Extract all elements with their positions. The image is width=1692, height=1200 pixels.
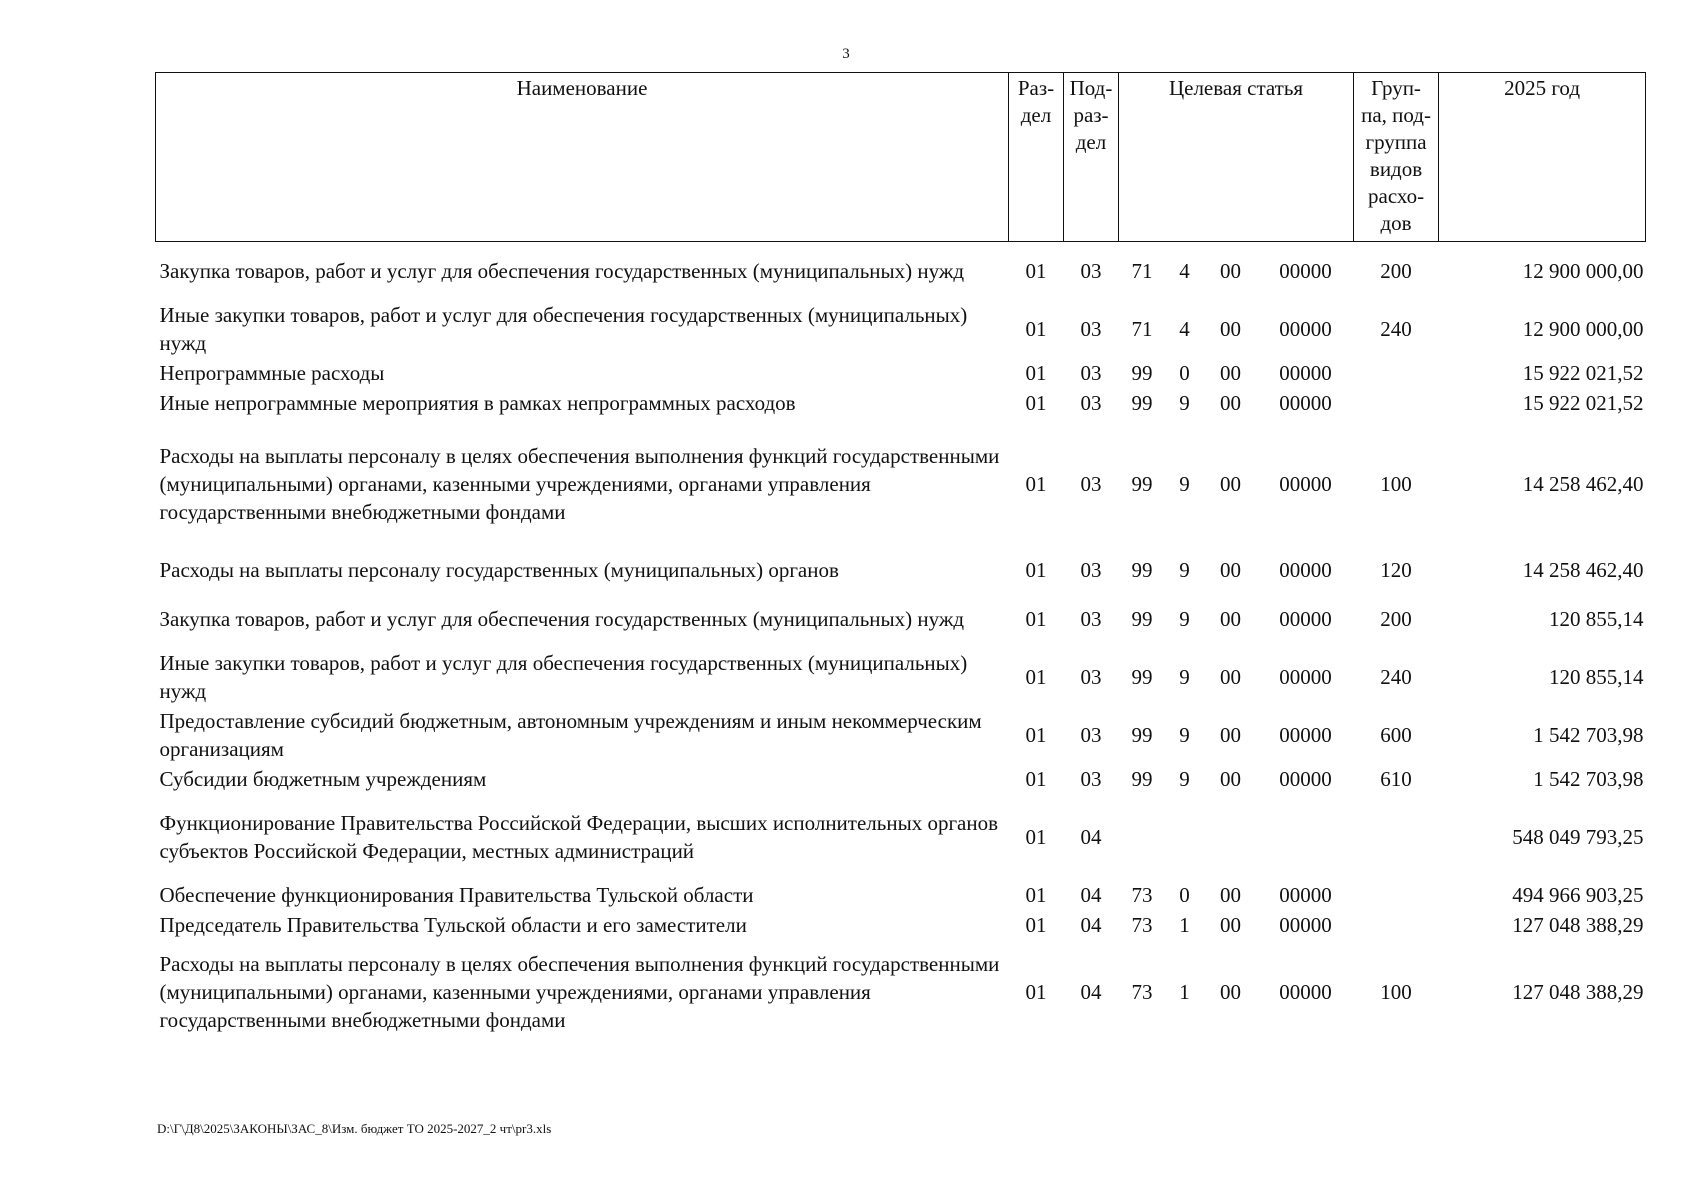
row-name: Иные непрограммные мероприятия в рамках непрограммных расходов (159, 390, 796, 415)
row-amount: 548 049 793,25 (1512, 824, 1644, 849)
row-target-subprogram: 9 (1179, 606, 1190, 631)
row-amount: 14 258 462,40 (1522, 471, 1644, 496)
table-row (156, 242, 1646, 300)
row-target-subprogram: 4 (1179, 258, 1190, 283)
row-target-direction: 00000 (1279, 471, 1332, 496)
row-target-program: 99 (1131, 722, 1153, 747)
row-razdel: 01 (1025, 557, 1047, 582)
row-expense-group: 120 (1380, 557, 1412, 582)
row-name: Функционирование Правительства Российской Федерации, высших исполнительных органов субъектов Российской Федерации, местных администраций (159, 810, 999, 863)
row-name: Субсидии бюджетным учреждениям (159, 766, 487, 791)
row-target-direction: 00000 (1279, 390, 1332, 415)
row-name: Расходы на выплаты персоналу в целях обеспечения выполнения функций государственными (муниципальными) органами, казенными учреждениями, органами управления государственными внебюджетными фондами (159, 951, 1000, 1032)
row-expense-group: 240 (1380, 316, 1412, 341)
row-podrazdel: 03 (1080, 664, 1102, 689)
row-podrazdel: 03 (1080, 390, 1102, 415)
row-target-program: 99 (1131, 390, 1153, 415)
header-year: 2025 год (1439, 73, 1646, 242)
row-target-event: 00 (1220, 606, 1241, 631)
row-target-direction: 00000 (1279, 912, 1332, 937)
row-target-direction: 00000 (1279, 664, 1332, 689)
row-target-subprogram: 4 (1179, 316, 1190, 341)
row-expense-group (1354, 388, 1439, 418)
row-target-event: 00 (1220, 471, 1241, 496)
row-podrazdel: 03 (1080, 606, 1102, 631)
row-amount: 1 542 703,98 (1533, 722, 1644, 747)
row-amount: 120 855,14 (1549, 664, 1644, 689)
row-target-subprogram (1166, 794, 1204, 880)
budget-table (155, 72, 1646, 1044)
row-target-program: 73 (1131, 912, 1153, 937)
row-amount: 494 966 903,25 (1512, 882, 1644, 907)
row-expense-group (1354, 910, 1439, 940)
row-target-event: 00 (1220, 316, 1241, 341)
row-name: Предоставление субсидий бюджетным, автономным учреждениям и иным некоммерческим организациям (159, 708, 982, 761)
row-target-event: 00 (1220, 766, 1241, 791)
row-target-subprogram: 1 (1179, 979, 1190, 1004)
row-razdel: 01 (1025, 824, 1047, 849)
row-target-subprogram: 9 (1179, 471, 1190, 496)
table-row (156, 764, 1646, 794)
row-expense-group (1354, 358, 1439, 388)
row-name: Расходы на выплаты персоналу в целях обеспечения выполнения функций государственными (муниципальными) органами, казенными учреждениями, органами управления государственными внебюджетными фондами (159, 443, 1000, 524)
row-target-direction (1258, 794, 1354, 880)
row-razdel: 01 (1025, 766, 1047, 791)
row-target-direction: 00000 (1279, 722, 1332, 747)
row-name: Иные закупки товаров, работ и услуг для обеспечения государственных (муниципальных) нужд (159, 650, 968, 703)
row-podrazdel: 03 (1080, 360, 1102, 385)
row-target-direction: 00000 (1279, 557, 1332, 582)
row-name: Закупка товаров, работ и услуг для обеспечения государственных (муниципальных) нужд (159, 258, 965, 283)
row-target-direction: 00000 (1279, 360, 1332, 385)
table-row (156, 590, 1646, 648)
row-target-program: 99 (1131, 471, 1153, 496)
row-podrazdel: 04 (1080, 979, 1102, 1004)
table-row (156, 388, 1646, 418)
row-target-subprogram: 9 (1179, 766, 1190, 791)
row-amount: 14 258 462,40 (1522, 557, 1644, 582)
table-row (156, 550, 1646, 590)
row-target-direction: 00000 (1279, 766, 1332, 791)
row-name: Обеспечение функционирования Правительства Тульской области (159, 882, 754, 907)
row-name: Иные закупки товаров, работ и услуг для обеспечения государственных (муниципальных) нужд (159, 302, 968, 355)
header-group: Груп- па, под- группа видов расхо- дов (1354, 73, 1439, 242)
row-name: Расходы на выплаты персоналу государственных (муниципальных) органов (159, 557, 839, 582)
page-number: 3 (842, 46, 850, 62)
row-target-subprogram: 1 (1179, 912, 1190, 937)
row-razdel: 01 (1025, 390, 1047, 415)
row-target-event: 00 (1220, 390, 1241, 415)
row-target-event: 00 (1220, 912, 1241, 937)
row-target-subprogram: 9 (1179, 557, 1190, 582)
row-target-program: 99 (1131, 766, 1153, 791)
row-razdel: 01 (1025, 912, 1047, 937)
row-razdel: 01 (1025, 664, 1047, 689)
row-expense-group: 600 (1380, 722, 1412, 747)
table-header (156, 73, 1646, 242)
row-target-event: 00 (1220, 557, 1241, 582)
row-target-event: 00 (1220, 258, 1241, 283)
row-razdel: 01 (1025, 316, 1047, 341)
table-row (156, 300, 1646, 358)
header-name: Наименование (156, 73, 1009, 242)
row-target-program: 99 (1131, 557, 1153, 582)
row-expense-group (1354, 794, 1439, 880)
row-target-event: 00 (1220, 882, 1241, 907)
row-target-program: 99 (1131, 606, 1153, 631)
row-target-program (1119, 794, 1166, 880)
row-target-direction: 00000 (1279, 979, 1332, 1004)
row-podrazdel: 03 (1080, 471, 1102, 496)
row-razdel: 01 (1025, 882, 1047, 907)
row-expense-group: 200 (1380, 606, 1412, 631)
row-target-subprogram: 9 (1179, 722, 1190, 747)
row-target-subprogram: 9 (1179, 390, 1190, 415)
row-target-direction: 00000 (1279, 606, 1332, 631)
row-expense-group (1354, 880, 1439, 910)
row-expense-group: 200 (1380, 258, 1412, 283)
row-expense-group: 240 (1380, 664, 1412, 689)
row-podrazdel: 03 (1080, 722, 1102, 747)
row-target-program: 73 (1131, 979, 1153, 1004)
row-target-event: 00 (1220, 360, 1241, 385)
row-target-program: 99 (1131, 360, 1153, 385)
row-razdel: 01 (1025, 471, 1047, 496)
row-target-subprogram: 0 (1179, 882, 1190, 907)
row-target-direction: 00000 (1279, 316, 1332, 341)
row-target-program: 71 (1131, 258, 1153, 283)
row-podrazdel: 03 (1080, 316, 1102, 341)
table-row (156, 358, 1646, 388)
row-target-subprogram: 9 (1179, 664, 1190, 689)
table-row (156, 418, 1646, 550)
table-row (156, 940, 1646, 1044)
header-target: Целевая статья (1119, 73, 1354, 242)
row-amount: 15 922 021,52 (1522, 390, 1644, 415)
row-razdel: 01 (1025, 606, 1047, 631)
row-podrazdel: 04 (1080, 912, 1102, 937)
row-razdel: 01 (1025, 360, 1047, 385)
row-name: Закупка товаров, работ и услуг для обеспечения государственных (муниципальных) нужд (159, 606, 965, 631)
table-row (156, 706, 1646, 764)
row-podrazdel: 03 (1080, 258, 1102, 283)
row-expense-group: 610 (1380, 766, 1412, 791)
row-amount: 12 900 000,00 (1522, 258, 1644, 283)
row-target-direction: 00000 (1279, 258, 1332, 283)
row-name: Непрограммные расходы (159, 360, 385, 385)
row-amount: 15 922 021,52 (1522, 360, 1644, 385)
row-amount: 127 048 388,29 (1512, 979, 1644, 1004)
table-body (156, 242, 1646, 1044)
row-amount: 127 048 388,29 (1512, 912, 1644, 937)
row-razdel: 01 (1025, 722, 1047, 747)
row-amount: 120 855,14 (1549, 606, 1644, 631)
row-podrazdel: 04 (1080, 824, 1102, 849)
row-target-event: 00 (1220, 664, 1241, 689)
row-podrazdel: 03 (1080, 766, 1102, 791)
footer-file-path: D:\Г\Д8\2025\ЗАКОНЫ\ЗАС_8\Изм. бюджет ТО 2025-2027_2 чт\pr3.xls (157, 1121, 552, 1136)
row-podrazdel: 03 (1080, 557, 1102, 582)
row-razdel: 01 (1025, 979, 1047, 1004)
row-razdel: 01 (1025, 258, 1047, 283)
row-expense-group: 100 (1380, 471, 1412, 496)
header-razdel: Раз- дел (1009, 73, 1064, 242)
row-target-direction: 00000 (1279, 882, 1332, 907)
row-name: Председатель Правительства Тульской области и его заместители (159, 912, 747, 937)
row-target-program: 73 (1131, 882, 1153, 907)
row-target-program: 71 (1131, 316, 1153, 341)
row-target-program: 99 (1131, 664, 1153, 689)
table-row (156, 880, 1646, 910)
header-podrazdel: Под- раз- дел (1064, 73, 1119, 242)
row-target-event: 00 (1220, 722, 1241, 747)
row-podrazdel: 04 (1080, 882, 1102, 907)
row-target-event (1204, 794, 1258, 880)
table-row (156, 910, 1646, 940)
row-expense-group: 100 (1380, 979, 1412, 1004)
table-row (156, 648, 1646, 706)
row-target-event: 00 (1220, 979, 1241, 1004)
row-amount: 1 542 703,98 (1533, 766, 1644, 791)
table-row (156, 794, 1646, 880)
row-amount: 12 900 000,00 (1522, 316, 1644, 341)
row-target-subprogram: 0 (1179, 360, 1190, 385)
